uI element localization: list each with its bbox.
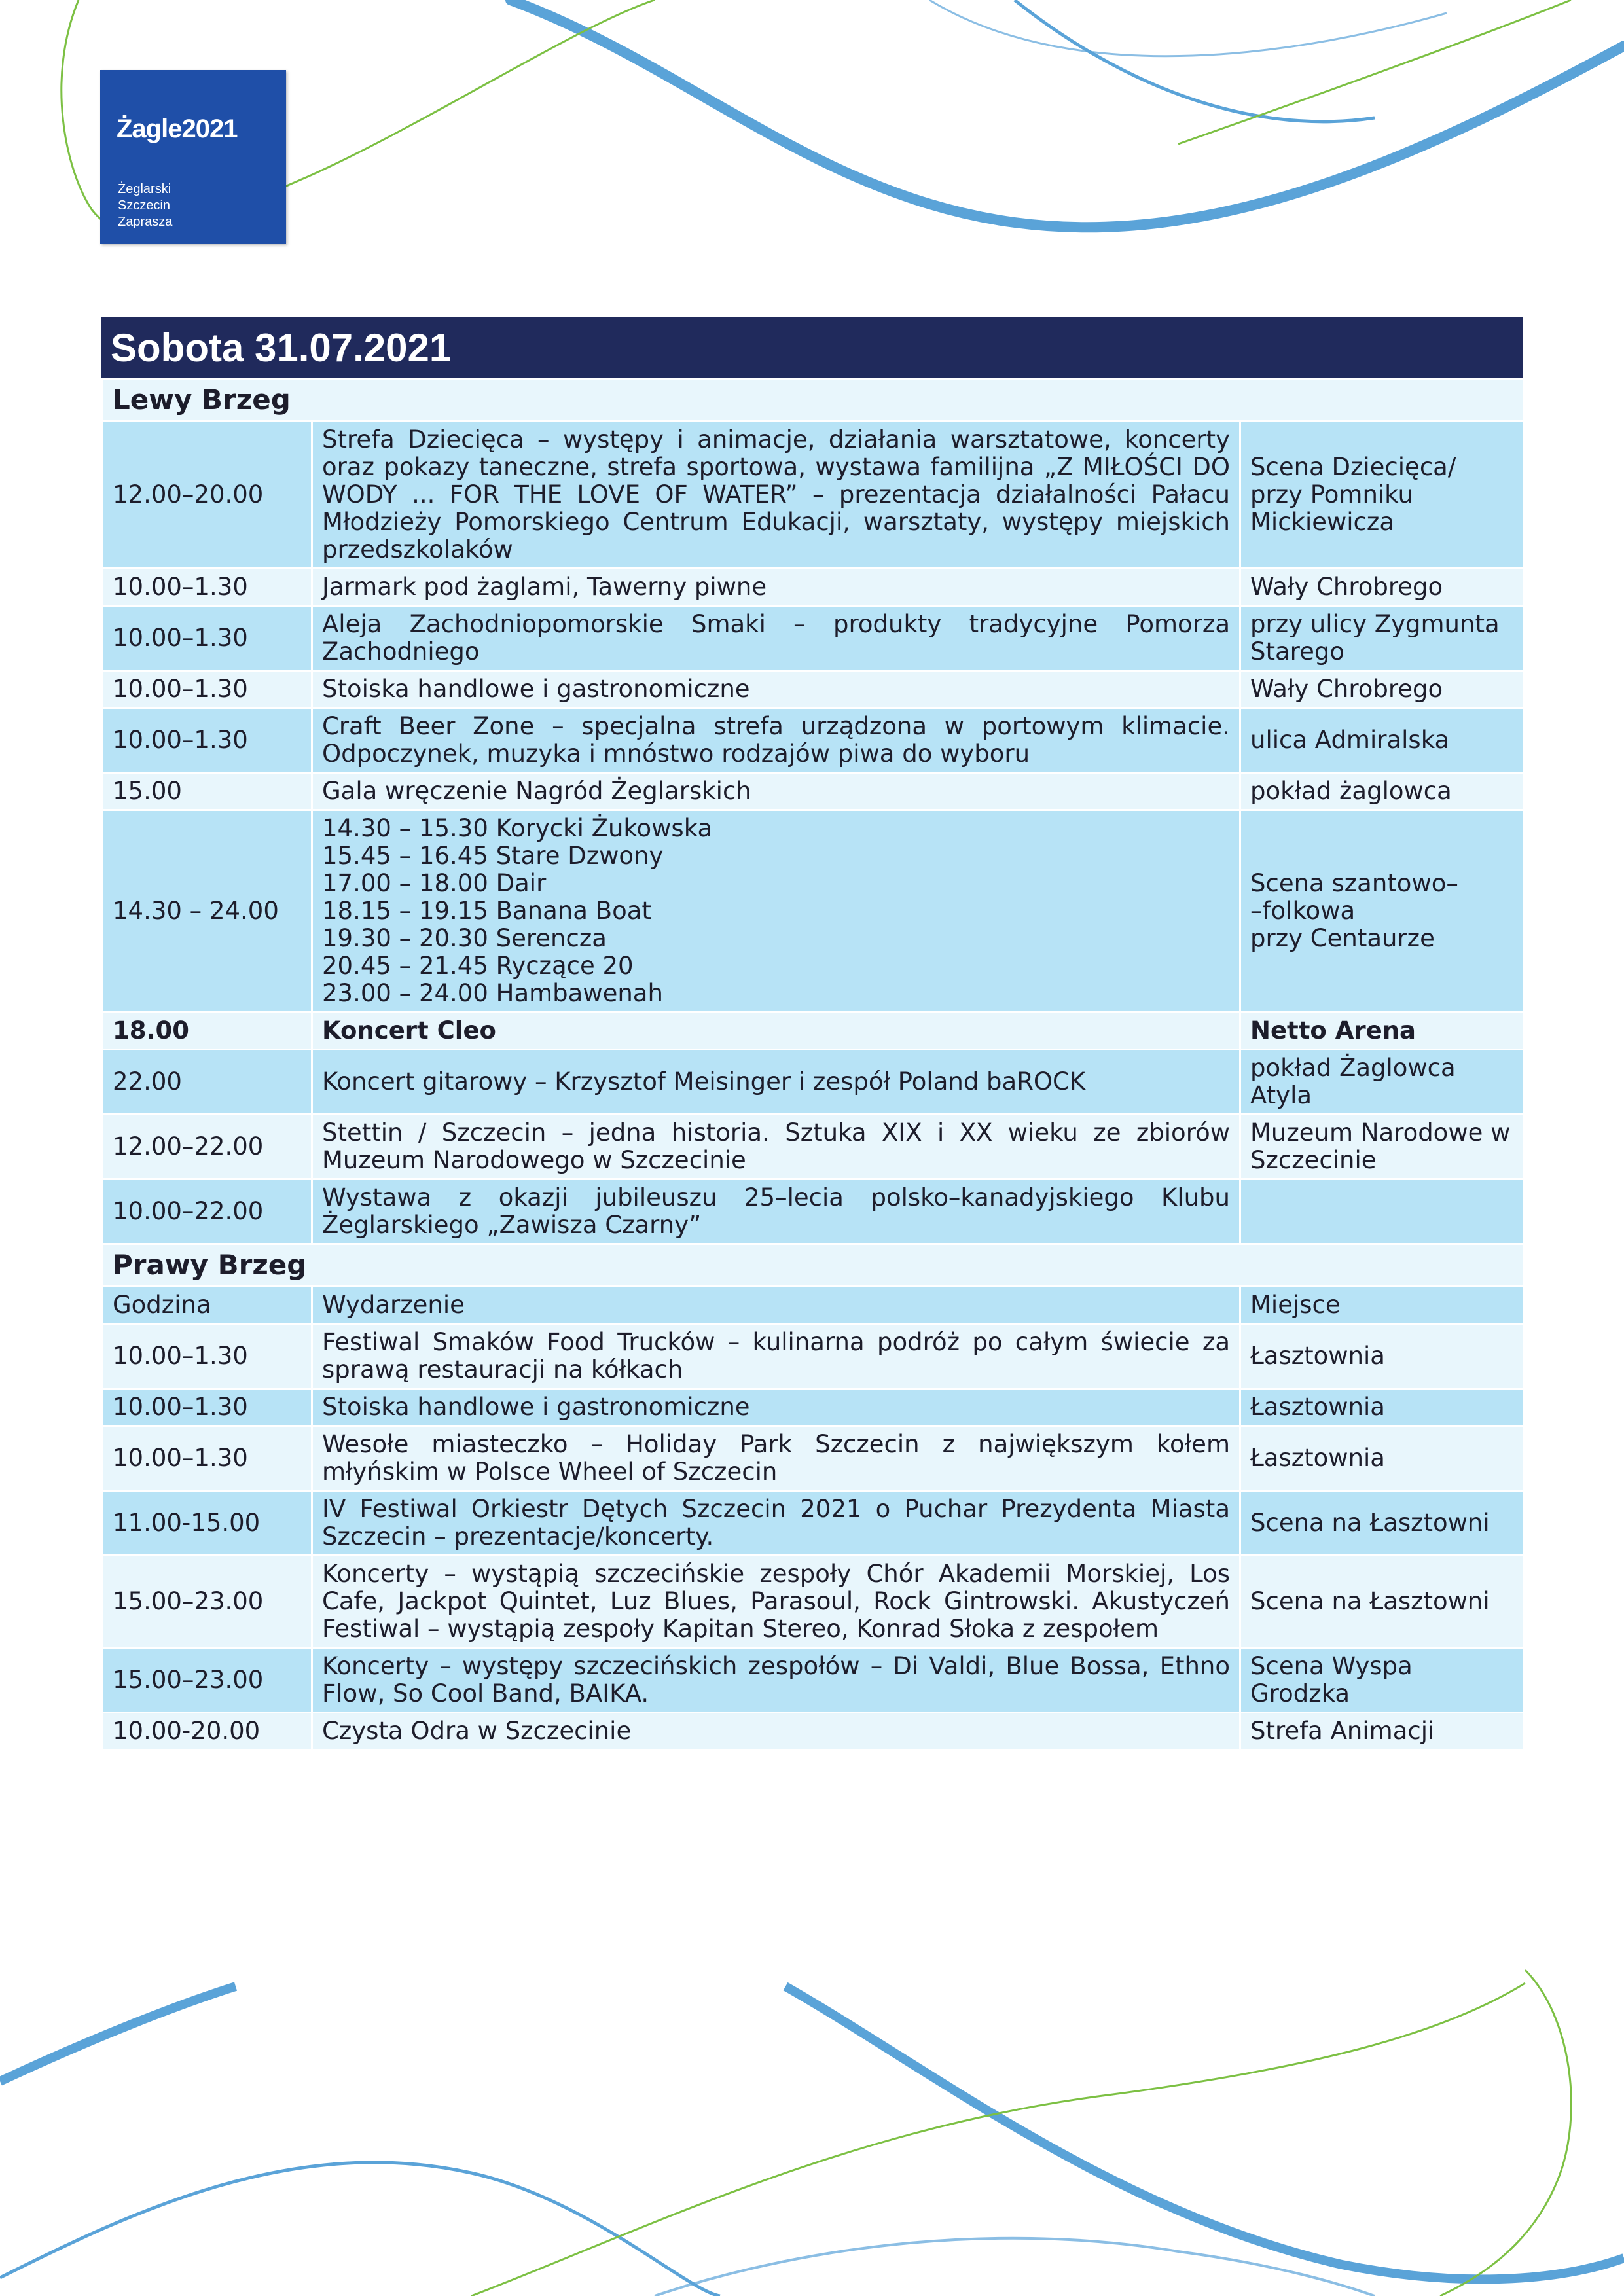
event-time: 14.30 – 24.00 <box>103 810 312 1013</box>
event-place: Wały Chrobrego <box>1240 671 1525 708</box>
event-time: 10.00–22.00 <box>103 1179 312 1244</box>
event-place: przy ulicy Zygmunta Starego <box>1240 606 1525 671</box>
event-place: pokład żaglowca <box>1240 773 1525 810</box>
table-row <box>103 1713 1525 1750</box>
schedule <box>101 317 1523 1751</box>
event-description: Craft Beer Zone – specjalna strefa urządzona w portowym klimacie. Odpoczynek, muzyka i mnóstwo rodzajów piwa do wyboru <box>312 708 1240 773</box>
event-place: Scena Dziecięca/ przy Pomniku Mickiewicza <box>1240 422 1525 569</box>
schedule-table <box>101 378 1525 1751</box>
logo-subtitle <box>118 181 172 230</box>
event-description: Koncerty – występy szczecińskich zespołów – Di Valdi, Blue Bossa, Ethno Flow, So Cool Band, BAIKA. <box>312 1648 1240 1713</box>
event-place: Łasztownia <box>1240 1324 1525 1389</box>
event-description: Stoiska handlowe i gastronomiczne <box>312 671 1240 708</box>
event-description: Czysta Odra w Szczecinie <box>312 1713 1240 1750</box>
event-description: Stoiska handlowe i gastronomiczne <box>312 1389 1240 1426</box>
event-description: 14.30 – 15.30 Korycki Żukowska 15.45 – 16.45 Stare Dzwony 17.00 – 18.00 Dair 18.15 – 19.15 Banana Boat 19.30 – 20.30 Serencza 20.45 – 21.45 Ryczące 20 23.00 – 24.00 Hambawenah <box>312 810 1240 1013</box>
event-place: Łasztownia <box>1240 1389 1525 1426</box>
table-row <box>103 1491 1525 1556</box>
event-time: 10.00–1.30 <box>103 708 312 773</box>
event-place: Scena Wyspa Grodzka <box>1240 1648 1525 1713</box>
event-place: pokład Żaglowca Atyla <box>1240 1050 1525 1115</box>
event-description: Jarmark pod żaglami, Tawerny piwne <box>312 569 1240 606</box>
event-description: Wesołe miasteczko – Holiday Park Szczecin z największym kołem młyńskim w Polsce Wheel of Szczecin <box>312 1426 1240 1491</box>
table-row <box>103 810 1525 1013</box>
event-time: 15.00–23.00 <box>103 1648 312 1713</box>
event-place: Łasztownia <box>1240 1426 1525 1491</box>
event-place: Scena na Łasztowni <box>1240 1491 1525 1556</box>
event-time: 18.00 <box>103 1013 312 1050</box>
event-description: Stettin / Szczecin – jedna historia. Sztuka XIX i XX wieku ze zbiorów Muzeum Narodowego w Szczecinie <box>312 1115 1240 1179</box>
table-row <box>103 1556 1525 1648</box>
event-description: Festiwal Smaków Food Trucków – kulinarna podróż po całym świecie za sprawą restauracji na kółkach <box>312 1324 1240 1389</box>
event-description: Aleja Zachodniopomorskie Smaki – produkty tradycyjne Pomorza Zachodniego <box>312 606 1240 671</box>
table-row <box>103 606 1525 671</box>
event-time: 22.00 <box>103 1050 312 1115</box>
event-place: ulica Admiralska <box>1240 708 1525 773</box>
event-time: 10.00–1.30 <box>103 671 312 708</box>
event-description: Koncert Cleo <box>312 1013 1240 1050</box>
event-time: 12.00–22.00 <box>103 1115 312 1179</box>
table-row <box>103 1324 1525 1389</box>
schedule-title: Sobota 31.07.2021 <box>101 317 1523 378</box>
event-time: 10.00–1.30 <box>103 1426 312 1491</box>
section-heading: Prawy Brzeg <box>103 1244 1525 1287</box>
event-place: Wały Chrobrego <box>1240 569 1525 606</box>
column-header-event: Wydarzenie <box>312 1287 1240 1324</box>
event-time: 10.00–1.30 <box>103 1324 312 1389</box>
logo-subtitle-line: Żeglarski <box>118 182 171 196</box>
logo <box>100 70 286 244</box>
section-heading: Lewy Brzeg <box>103 379 1525 422</box>
event-time: 15.00–23.00 <box>103 1556 312 1648</box>
column-header-place: Miejsce <box>1240 1287 1525 1324</box>
event-time: 15.00 <box>103 773 312 810</box>
event-time: 12.00–20.00 <box>103 422 312 569</box>
event-place: Muzeum Narodowe w Szczecinie <box>1240 1115 1525 1179</box>
table-row <box>103 773 1525 810</box>
event-place: Scena szantowo– –folkowa przy Centaurze <box>1240 810 1525 1013</box>
table-row <box>103 708 1525 773</box>
event-description: Strefa Dziecięca – występy i animacje, działania warsztatowe, koncerty oraz pokazy taneczne, strefa sportowa, wystawa familijna „Z MIŁOŚCI DO WODY ... FOR THE LOVE OF WATER” – prezentacja działalności Pałacu Młodzieży Pomorskiego Centrum Edukacji, warsztaty, występy miejskich przedszkolaków <box>312 422 1240 569</box>
event-time: 10.00-20.00 <box>103 1713 312 1750</box>
table-row <box>103 569 1525 606</box>
event-place: Scena na Łasztowni <box>1240 1556 1525 1648</box>
logo-title: Żagle2021 <box>117 115 238 143</box>
event-place: Netto Arena <box>1240 1013 1525 1050</box>
section-right-bank <box>103 1244 1525 1287</box>
event-description: IV Festiwal Orkiestr Dętych Szczecin 2021 o Puchar Prezydenta Miasta Szczecin – prezentacje/koncerty. <box>312 1491 1240 1556</box>
event-description: Wystawa z okazji jubileuszu 25–lecia polsko–kanadyjskiego Klubu Żeglarskiego „Zawisza Czarny” <box>312 1179 1240 1244</box>
table-row <box>103 1179 1525 1244</box>
section-left-bank <box>103 379 1525 422</box>
event-time: 10.00–1.30 <box>103 606 312 671</box>
logo-subtitle-line: Szczecin <box>118 198 171 213</box>
event-time: 11.00-15.00 <box>103 1491 312 1556</box>
table-row <box>103 1115 1525 1179</box>
logo-subtitle-line: Zaprasza <box>118 215 173 229</box>
event-place: Strefa Animacji <box>1240 1713 1525 1750</box>
event-place <box>1240 1179 1525 1244</box>
table-row <box>103 671 1525 708</box>
table-row <box>103 1013 1525 1050</box>
event-description: Koncerty – wystąpią szczecińskie zespoły Chór Akademii Morskiej, Los Cafe, Jackpot Quintet, Luz Blues, Parasoul, Rock Gintrowski. Akustyczeń Festiwal – wystąpią zespoły Kapitan Stereo, Konrad Słoka z zespołem <box>312 1556 1240 1648</box>
table-row <box>103 1389 1525 1426</box>
event-time: 10.00–1.30 <box>103 569 312 606</box>
table-row <box>103 1050 1525 1115</box>
table-row <box>103 422 1525 569</box>
event-description: Gala wręczenie Nagród Żeglarskich <box>312 773 1240 810</box>
event-time: 10.00–1.30 <box>103 1389 312 1426</box>
event-description: Koncert gitarowy – Krzysztof Meisinger i zespół Poland baROCK <box>312 1050 1240 1115</box>
table-row <box>103 1648 1525 1713</box>
table-row <box>103 1426 1525 1491</box>
column-header-time: Godzina <box>103 1287 312 1324</box>
column-header-row <box>103 1287 1525 1324</box>
